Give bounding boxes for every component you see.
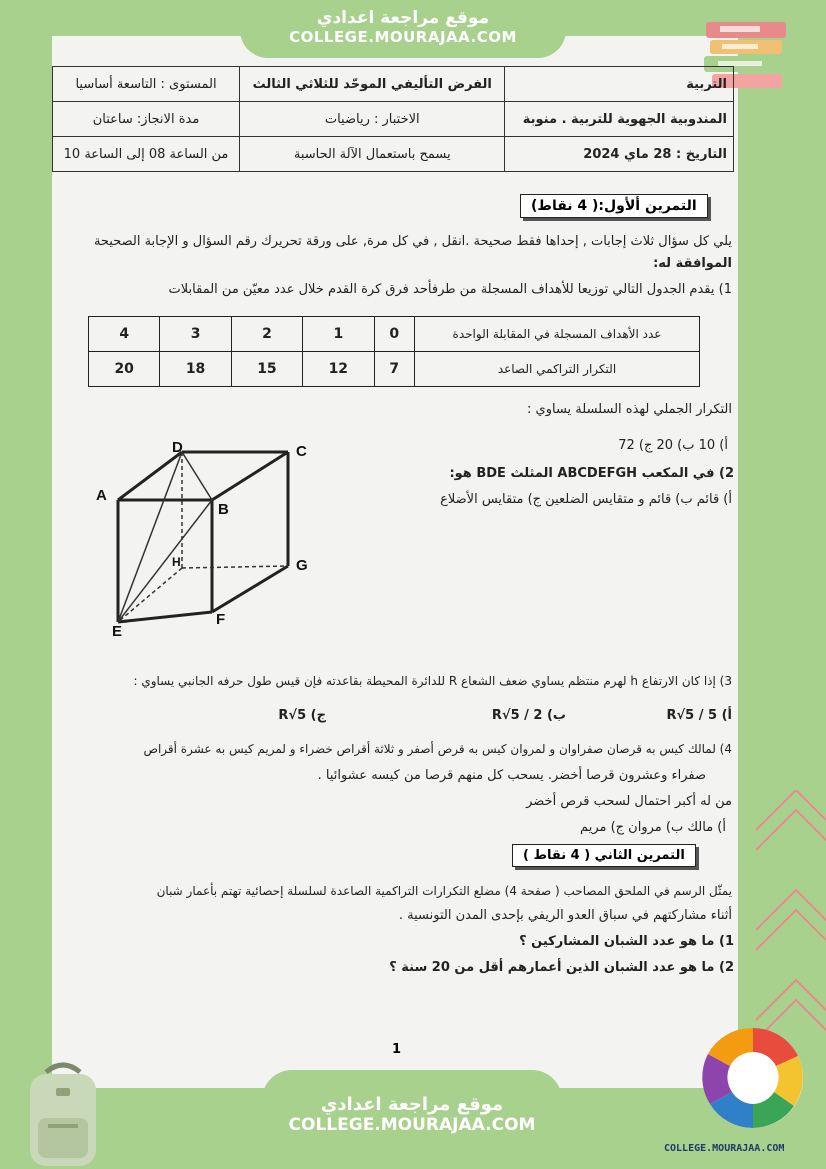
question-4-line-1: 4) لمالك كيس به قرصان صفراوان و لمروان كيس به قرص أصفر و ثلاثة أقراص خضراء و لمريم كيس به عشرة أقراص — [143, 742, 732, 756]
question-2-choices: أ) قائم ب) قائم و متقايس الضلعين ج) متقايس الأضلاع — [440, 492, 732, 507]
table-cell: 1 — [303, 317, 374, 352]
vertex-label: G — [296, 557, 308, 574]
table-cell: 0 — [374, 317, 415, 352]
question-3-choice-a: أ) R√5 / 5 — [666, 708, 732, 723]
question-3-choice-c: ج) R√5 — [278, 708, 326, 723]
table-cell: 20 — [89, 352, 160, 387]
region-cell: المندوبية الجهوية للتربية . منوبة — [505, 102, 734, 137]
question-4-choices: أ) مالك ب) مروان ج) مريم — [580, 820, 726, 835]
site-banner-bottom — [262, 1070, 562, 1169]
question-4-line-2: صفراء وعشرون قرصا أخضر. يسحب كل منهم قرصا من كيسه عشوائيا . — [317, 768, 706, 783]
question-1-choices: أ) 10 ب) 20 ج) 72 — [618, 438, 728, 453]
date-cell: التاريخ : 28 ماي 2024 — [505, 137, 734, 172]
table-cell: 2 — [231, 317, 302, 352]
subject-cell: الاختبار : رياضيات — [240, 102, 505, 137]
table-cell: 7 — [374, 352, 415, 387]
exercise2-question-1: 1) ما هو عدد الشبان المشاركين ؟ — [519, 934, 734, 949]
table-cell: 18 — [160, 352, 231, 387]
vertex-label: H — [172, 555, 181, 569]
vertex-label: C — [296, 443, 307, 460]
cube-figure — [90, 440, 330, 640]
vertex-label: B — [218, 501, 229, 518]
site-name: موقع مراجعة اعدادي — [316, 8, 490, 28]
site-banner-top — [240, 0, 566, 58]
question-3-text: 3) إذا كان الارتفاع h لهرم منتظم يساوي ضعف الشعاع R للدائرة المحيطة بقاعدته فإن قيس طول حرفه الجانبي يساوي : — [133, 674, 732, 688]
exercise1-title: التمرين ألأول:( 4 نقاط) — [520, 194, 708, 218]
table-cell: 3 — [160, 317, 231, 352]
site-url[interactable]: COLLEGE.MOURAJAA.COM — [289, 28, 517, 46]
question-3-choice-b: ب) R√5 / 2 — [491, 708, 566, 723]
level-cell: المستوى : التاسعة أساسيا — [53, 67, 240, 102]
site-name-footer: موقع مراجعة اعدادي — [320, 1094, 504, 1115]
exercise1-instructions-1: يلي كل سؤال ثلاث إجابات , إحداها فقط صحيحة .انقل , في كل مرة, على ورقة تحريرك رقم السؤال و الإجابة الصحيحة — [93, 234, 732, 249]
table-cell: 12 — [303, 352, 374, 387]
exercise2-text-1: يمثّل الرسم في الملحق المصاحب ( صفحة 4) مضلع التكرارات التراكمية الصاعدة لسلسلة إحصائية تهتم بأعمار شبان — [156, 884, 732, 898]
site-url-footer[interactable]: COLLEGE.MOURAJAA.COM — [288, 1115, 536, 1135]
logo-url[interactable]: COLLEGE.MOURAJAA.COM — [664, 1143, 785, 1154]
table-cell: 4 — [89, 317, 160, 352]
ministry-cell: التربية — [505, 67, 734, 102]
goals-frequency-table — [88, 316, 700, 387]
exercise2-title: التمرين الثاني ( 4 نقاط ) — [512, 844, 696, 867]
exam-title-cell: الفرض التأليفي الموحّد للثلاثي الثالث — [240, 67, 505, 102]
chevrons-decoration-icon — [736, 790, 826, 1040]
exercise2-text-2: أثناء مشاركتهم في سباق العدو الريفي بإحدى المدن التونسية . — [398, 908, 732, 923]
calculator-cell: يسمح باستعمال الآلة الحاسبة — [240, 137, 505, 172]
exercise2-question-2: 2) ما هو عدد الشبان الذين أعمارهم أقل من 20 سنة ؟ — [389, 960, 734, 975]
row-header: التكرار التراكمي الصاعد — [415, 352, 700, 387]
backpack-icon — [16, 1058, 110, 1168]
question-1-prompt: التكرار الجملي لهذه السلسلة يساوي : — [527, 402, 732, 417]
question-2-text: 2) في المكعب ABCDEFGH المثلث BDE هو: — [449, 466, 734, 481]
question-1-text: 1) يقدم الجدول التالي توزيعا للأهداف المسجلة من طرفأحد فرق كرة القدم خلال عدد معيّن من المقابلات — [168, 282, 732, 297]
exam-header-table — [52, 66, 734, 172]
duration-cell: مدة الانجاز: ساعتان — [53, 102, 240, 137]
row-header: عدد الأهداف المسجلة في المقابلة الواحدة — [415, 317, 700, 352]
time-range-cell: من الساعة 08 إلى الساعة 10 — [53, 137, 240, 172]
exercise1-instructions-2: الموافقة له: — [653, 256, 732, 271]
vertex-label: A — [96, 487, 107, 504]
site-logo-icon[interactable] — [690, 1022, 816, 1134]
table-cell: 15 — [231, 352, 302, 387]
question-4-line-3: من له أكبر احتمال لسحب قرص أخضر — [526, 794, 732, 809]
vertex-label: D — [172, 440, 183, 456]
page-number: 1 — [392, 1042, 402, 1057]
vertex-label: E — [112, 623, 123, 640]
vertex-label: F — [216, 611, 226, 628]
